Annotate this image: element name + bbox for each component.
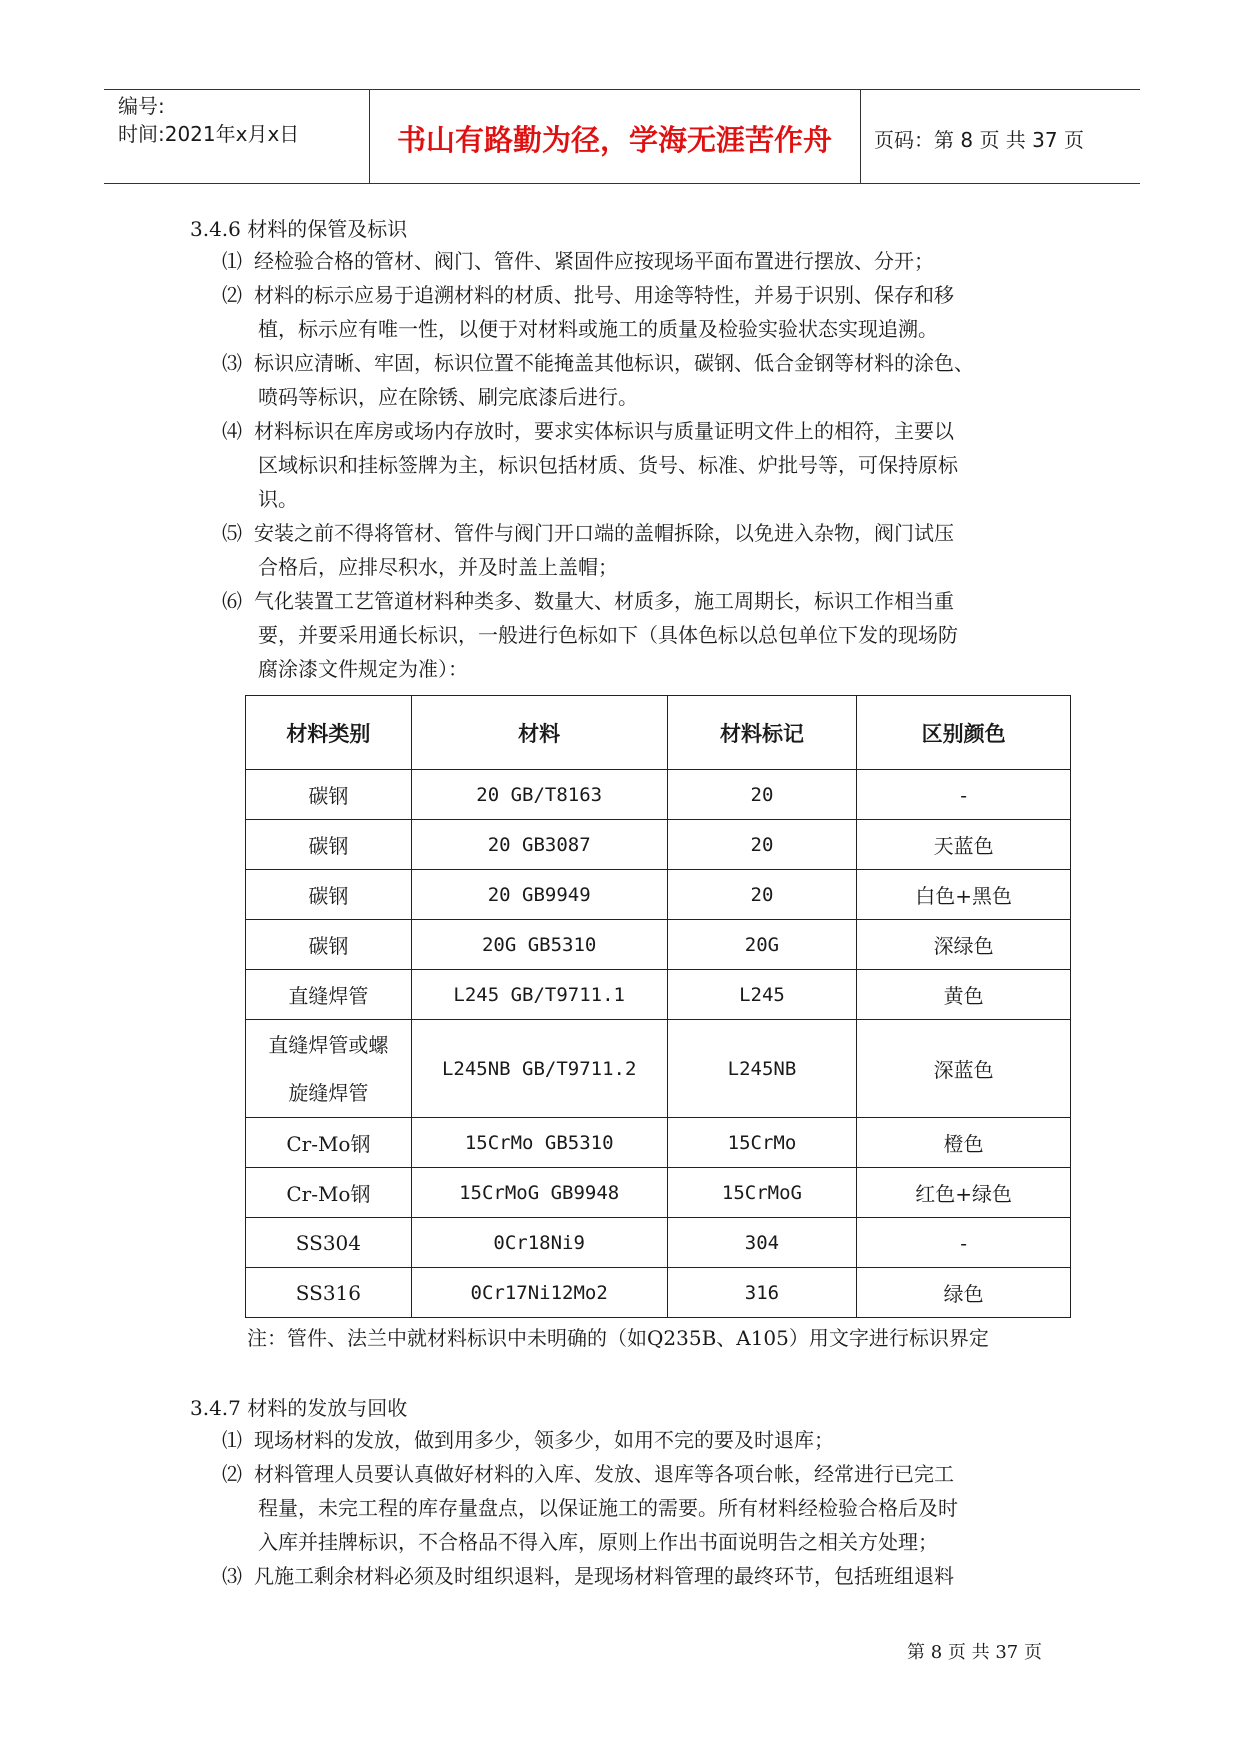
column-header-category: 材料类别 (246, 696, 412, 770)
header-page-indicator: 页码：第 8 页 共 37 页 (874, 128, 1084, 152)
list-item-text: 程量，未完工程的库存量盘点，以保证施工的需要。所有材料经检验合格后及时 (258, 1496, 958, 1520)
list-item (222, 1457, 1072, 1559)
list-item-text: 要，并要采用通长标识，一般进行色标如下（具体色标以总包单位下发的现场防 (258, 623, 958, 647)
table-cell: L245NB (667, 1020, 857, 1118)
section-title-3-4-6: 3.4.6 材料的保管及标识 (190, 217, 408, 241)
list-item-number: ⑹ (222, 589, 242, 613)
column-header-color: 区别颜色 (857, 696, 1071, 770)
table-cell: 20 (667, 820, 857, 870)
list-item-text: 经检验合格的管材、阀门、管件、紧固件应按现场平面布置进行摆放、分开； (254, 249, 934, 273)
table-cell: 304 (667, 1218, 857, 1268)
list-item-text: 现场材料的发放，做到用多少，领多少，如用不完的要及时退库； (254, 1428, 834, 1452)
table-cell: 20 GB3087 (411, 820, 667, 870)
table-cell: L245 (667, 970, 857, 1020)
list-item-text: 材料的标示应易于追溯材料的材质、批号、用途等特性，并易于识别、保存和移 (254, 283, 954, 307)
material-color-table (245, 695, 1071, 1318)
list-item-text: 腐涂漆文件规定为准）： (258, 657, 468, 681)
list-item-number: ⑸ (222, 521, 242, 545)
header-motto: 书山有路勤为径，学海无涯苦作舟 (396, 123, 832, 157)
table-cell: 碳钢 (246, 820, 412, 870)
table-cell: 15CrMoG GB9948 (411, 1168, 667, 1218)
table-cell: - (857, 770, 1071, 820)
column-header-material: 材料 (411, 696, 667, 770)
list-item-text: 识。 (258, 487, 298, 511)
table-row (246, 820, 1071, 870)
list-item-text: 合格后，应排尽积水，并及时盖上盖帽； (258, 555, 618, 579)
list-item-text: 材料标识在库房或场内存放时，要求实体标识与质量证明文件上的相符，主要以 (254, 419, 954, 443)
table-row (246, 1020, 1071, 1118)
table-cell-line: 旋缝焊管 (288, 1080, 369, 1105)
table-cell: Cr-Mo钢 (246, 1168, 412, 1218)
list-item (222, 346, 1072, 414)
table-cell: - (857, 1218, 1071, 1268)
list-item (222, 414, 1072, 516)
table-cell: L245NB GB/T9711.2 (411, 1020, 667, 1118)
table-cell: 碳钢 (246, 920, 412, 970)
table-row (246, 1168, 1071, 1218)
table-row (246, 870, 1071, 920)
table-row (246, 770, 1071, 820)
table-row (246, 1118, 1071, 1168)
table-row (246, 920, 1071, 970)
header-meta (118, 92, 299, 148)
table-cell: 20 (667, 870, 857, 920)
table-row (246, 970, 1071, 1020)
list-item-text: 气化装置工艺管道材料种类多、数量大、材质多，施工周期长，标识工作相当重 (254, 589, 954, 613)
section-title-3-4-7: 3.4.7 材料的发放与回收 (190, 1396, 408, 1420)
header-top-rule (104, 89, 1140, 90)
list-item-number: ⑶ (222, 351, 242, 375)
list-item (222, 584, 1072, 686)
column-header-mark: 材料标记 (667, 696, 857, 770)
list-item-text: 入库并挂牌标识，不合格品不得入库，原则上作出书面说明告之相关方处理； (258, 1530, 938, 1554)
table-cell: 红色+绿色 (857, 1168, 1071, 1218)
list-item-text: 凡施工剩余材料必须及时组织退料，是现场材料管理的最终环节，包括班组退料 (254, 1564, 954, 1588)
table-cell: 20 (667, 770, 857, 820)
table-header-row (246, 696, 1071, 770)
table-cell: 0Cr17Ni12Mo2 (411, 1268, 667, 1318)
table-cell: 碳钢 (246, 770, 412, 820)
table-cell-line: 直缝焊管或螺 (268, 1032, 389, 1057)
list-item-text: 材料管理人员要认真做好材料的入库、发放、退库等各项台帐，经常进行已完工 (254, 1462, 954, 1486)
list-item (222, 1423, 1072, 1457)
table-cell: SS316 (246, 1268, 412, 1318)
table-cell: 碳钢 (246, 870, 412, 920)
table-cell: 深蓝色 (857, 1020, 1071, 1118)
table-cell: 15CrMoG (667, 1168, 857, 1218)
table-cell: 黄色 (857, 970, 1071, 1020)
table-cell (246, 1020, 412, 1118)
header-bottom-rule (104, 183, 1140, 184)
table-cell: 15CrMo GB5310 (411, 1118, 667, 1168)
table-cell: 20 GB9949 (411, 870, 667, 920)
list-item (222, 1559, 1072, 1593)
table-cell: 20G GB5310 (411, 920, 667, 970)
list-item-text: 标识应清晰、牢固，标识位置不能掩盖其他标识，碳钢、低合金钢等材料的涂色、 (254, 351, 974, 375)
table-cell: 绿色 (857, 1268, 1071, 1318)
list-item (222, 278, 1072, 346)
table-cell: 316 (667, 1268, 857, 1318)
table-cell: 深绿色 (857, 920, 1071, 970)
table-note: 注：管件、法兰中就材料标识中未明确的（如Q235B、A105）用文字进行标识界定 (247, 1326, 989, 1350)
table-cell: 天蓝色 (857, 820, 1071, 870)
list-item (222, 244, 1072, 278)
list-item-text: 安装之前不得将管材、管件与阀门开口端的盖帽拆除，以免进入杂物，阀门试压 (254, 521, 954, 545)
table-cell: 直缝焊管 (246, 970, 412, 1020)
list-item-number: ⑴ (222, 1428, 242, 1452)
document-time-label: 时间:2021年x月x日 (118, 122, 300, 146)
page-footer: 第 8 页 共 37 页 (907, 1642, 1042, 1663)
table-cell: L245 GB/T9711.1 (411, 970, 667, 1020)
table-cell: 0Cr18Ni9 (411, 1218, 667, 1268)
list-item-text: 区域标识和挂标签牌为主，标识包括材质、货号、标准、炉批号等，可保持原标 (258, 453, 958, 477)
table-cell: 橙色 (857, 1118, 1071, 1168)
table-cell: 20G (667, 920, 857, 970)
table-cell: 15CrMo (667, 1118, 857, 1168)
header-divider-right (860, 89, 861, 184)
list-item-text: 植，标示应有唯一性，以便于对材料或施工的质量及检验实验状态实现追溯。 (258, 317, 938, 341)
list-item (222, 516, 1072, 584)
table-cell: 白色+黑色 (857, 870, 1071, 920)
list-item-number: ⑷ (222, 419, 242, 443)
list-item-number: ⑶ (222, 1564, 242, 1588)
table-cell: 20 GB/T8163 (411, 770, 667, 820)
document-number-label: 编号: (118, 94, 165, 118)
list-item-number: ⑵ (222, 1462, 242, 1486)
table-cell: Cr-Mo钢 (246, 1118, 412, 1168)
table-row (246, 1268, 1071, 1318)
table-row (246, 1218, 1071, 1268)
list-item-text: 喷码等标识，应在除锈、刷完底漆后进行。 (258, 385, 638, 409)
table-cell: SS304 (246, 1218, 412, 1268)
list-item-number: ⑴ (222, 249, 242, 273)
list-item-number: ⑵ (222, 283, 242, 307)
